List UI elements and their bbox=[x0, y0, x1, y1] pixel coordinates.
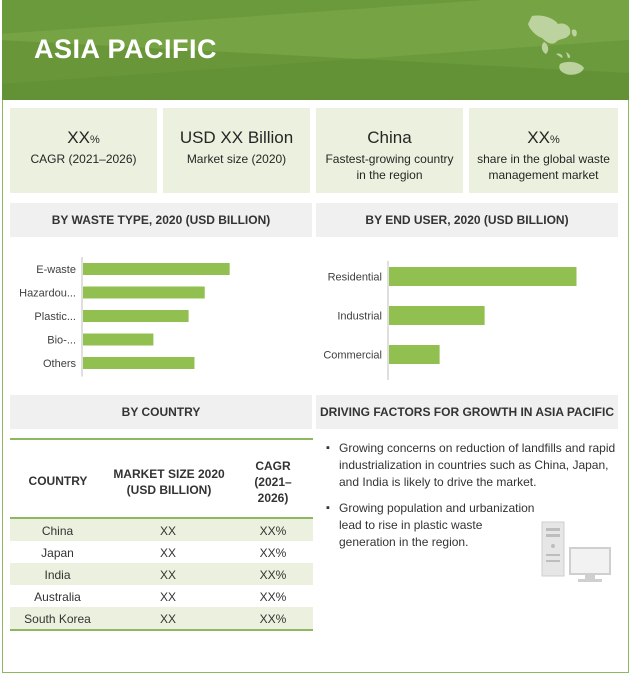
bar-1 bbox=[83, 287, 205, 299]
cagr-cell: XX% bbox=[259, 524, 287, 538]
bar-3 bbox=[83, 334, 153, 346]
bar-4 bbox=[83, 357, 194, 369]
kpi-value: China bbox=[367, 128, 412, 147]
market-size-cell: XX bbox=[159, 590, 176, 604]
market-size-cell: XX bbox=[159, 546, 176, 560]
category-label: Hazardou... bbox=[19, 287, 76, 300]
cagr-cell: XX% bbox=[259, 612, 287, 626]
market-size-cell: XX bbox=[159, 612, 176, 626]
category-label: E-waste bbox=[36, 264, 76, 276]
driver-item: ▪ Growing concerns on reduction of landfills and rapid industrialization in countries such as China, Japan, and India is likely to drive the market. bbox=[326, 440, 616, 491]
kpi-suffix: % bbox=[89, 134, 100, 146]
country-cell: Australia bbox=[34, 590, 81, 604]
kpi-label: Fastest-growing country in the region bbox=[325, 152, 454, 182]
country-table bbox=[10, 438, 313, 631]
table-header bbox=[10, 438, 313, 519]
country-cell: India bbox=[44, 568, 71, 582]
category-label: Residential bbox=[327, 271, 382, 284]
kpi-fastest-country bbox=[316, 108, 463, 193]
category-label: Plastic... bbox=[34, 311, 76, 323]
kpi-cagr bbox=[10, 108, 157, 193]
kpi-value: USD XX Billion bbox=[179, 128, 294, 147]
bar-2 bbox=[83, 310, 189, 322]
category-label: Bio-... bbox=[47, 334, 76, 347]
end-user-chart bbox=[316, 250, 618, 380]
col-cagr: CAGR (2021–2026) bbox=[254, 459, 292, 505]
page-title: ASIA PACIFIC bbox=[34, 34, 218, 64]
kpi-suffix: % bbox=[549, 134, 560, 146]
table-row bbox=[10, 563, 313, 585]
cagr-cell: XX% bbox=[259, 568, 287, 582]
market-size-cell: XX bbox=[159, 524, 176, 538]
kpi-value: XX bbox=[527, 128, 550, 147]
country-cell: South Korea bbox=[24, 612, 91, 626]
col-country: COUNTRY bbox=[28, 474, 88, 488]
country-cell: Japan bbox=[41, 546, 74, 560]
waste-type-chart bbox=[10, 250, 312, 380]
kpi-label: Market size (2020) bbox=[186, 152, 287, 166]
bar-1 bbox=[389, 306, 485, 325]
kpi-strip bbox=[10, 108, 618, 193]
table-row bbox=[10, 607, 313, 629]
table-body bbox=[10, 519, 313, 629]
bar-2 bbox=[389, 345, 440, 364]
cagr-cell: XX% bbox=[259, 546, 287, 560]
category-label: Industrial bbox=[337, 310, 382, 323]
table-row bbox=[10, 519, 313, 541]
category-label: Others bbox=[42, 358, 76, 370]
kpi-label: share in the global waste management market bbox=[477, 152, 610, 182]
section-by-country: BY COUNTRY bbox=[10, 395, 312, 429]
asia-pacific-map-icon bbox=[524, 12, 594, 78]
kpi-value: XX bbox=[67, 128, 90, 147]
country-cell: China bbox=[41, 524, 74, 538]
kpi-label: CAGR (2021–2026) bbox=[30, 152, 137, 166]
header-banner bbox=[2, 0, 629, 100]
bar-0 bbox=[389, 267, 577, 286]
kpi-global-share bbox=[469, 108, 618, 193]
table-row bbox=[10, 585, 313, 607]
driver-item: ▪ Growing population and urbanization lead to rise in plastic waste generation in the region. bbox=[326, 500, 616, 551]
section-waste-type: BY WASTE TYPE, 2020 (USD BILLION) bbox=[10, 203, 312, 237]
section-end-user: BY END USER, 2020 (USD BILLION) bbox=[316, 203, 618, 237]
market-size-cell: XX bbox=[159, 568, 176, 582]
category-label: Commercial bbox=[323, 349, 382, 362]
col-market-size: MARKET SIZE 2020 (USD BILLION) bbox=[113, 467, 225, 497]
bar-0 bbox=[83, 263, 230, 275]
section-drivers: DRIVING FACTORS FOR GROWTH IN ASIA PACIFIC bbox=[316, 395, 618, 429]
table-bottom-rule bbox=[10, 629, 313, 631]
table-row bbox=[10, 541, 313, 563]
cagr-cell: XX% bbox=[259, 590, 287, 604]
kpi-market-size bbox=[163, 108, 310, 193]
computer-icon bbox=[540, 520, 612, 584]
